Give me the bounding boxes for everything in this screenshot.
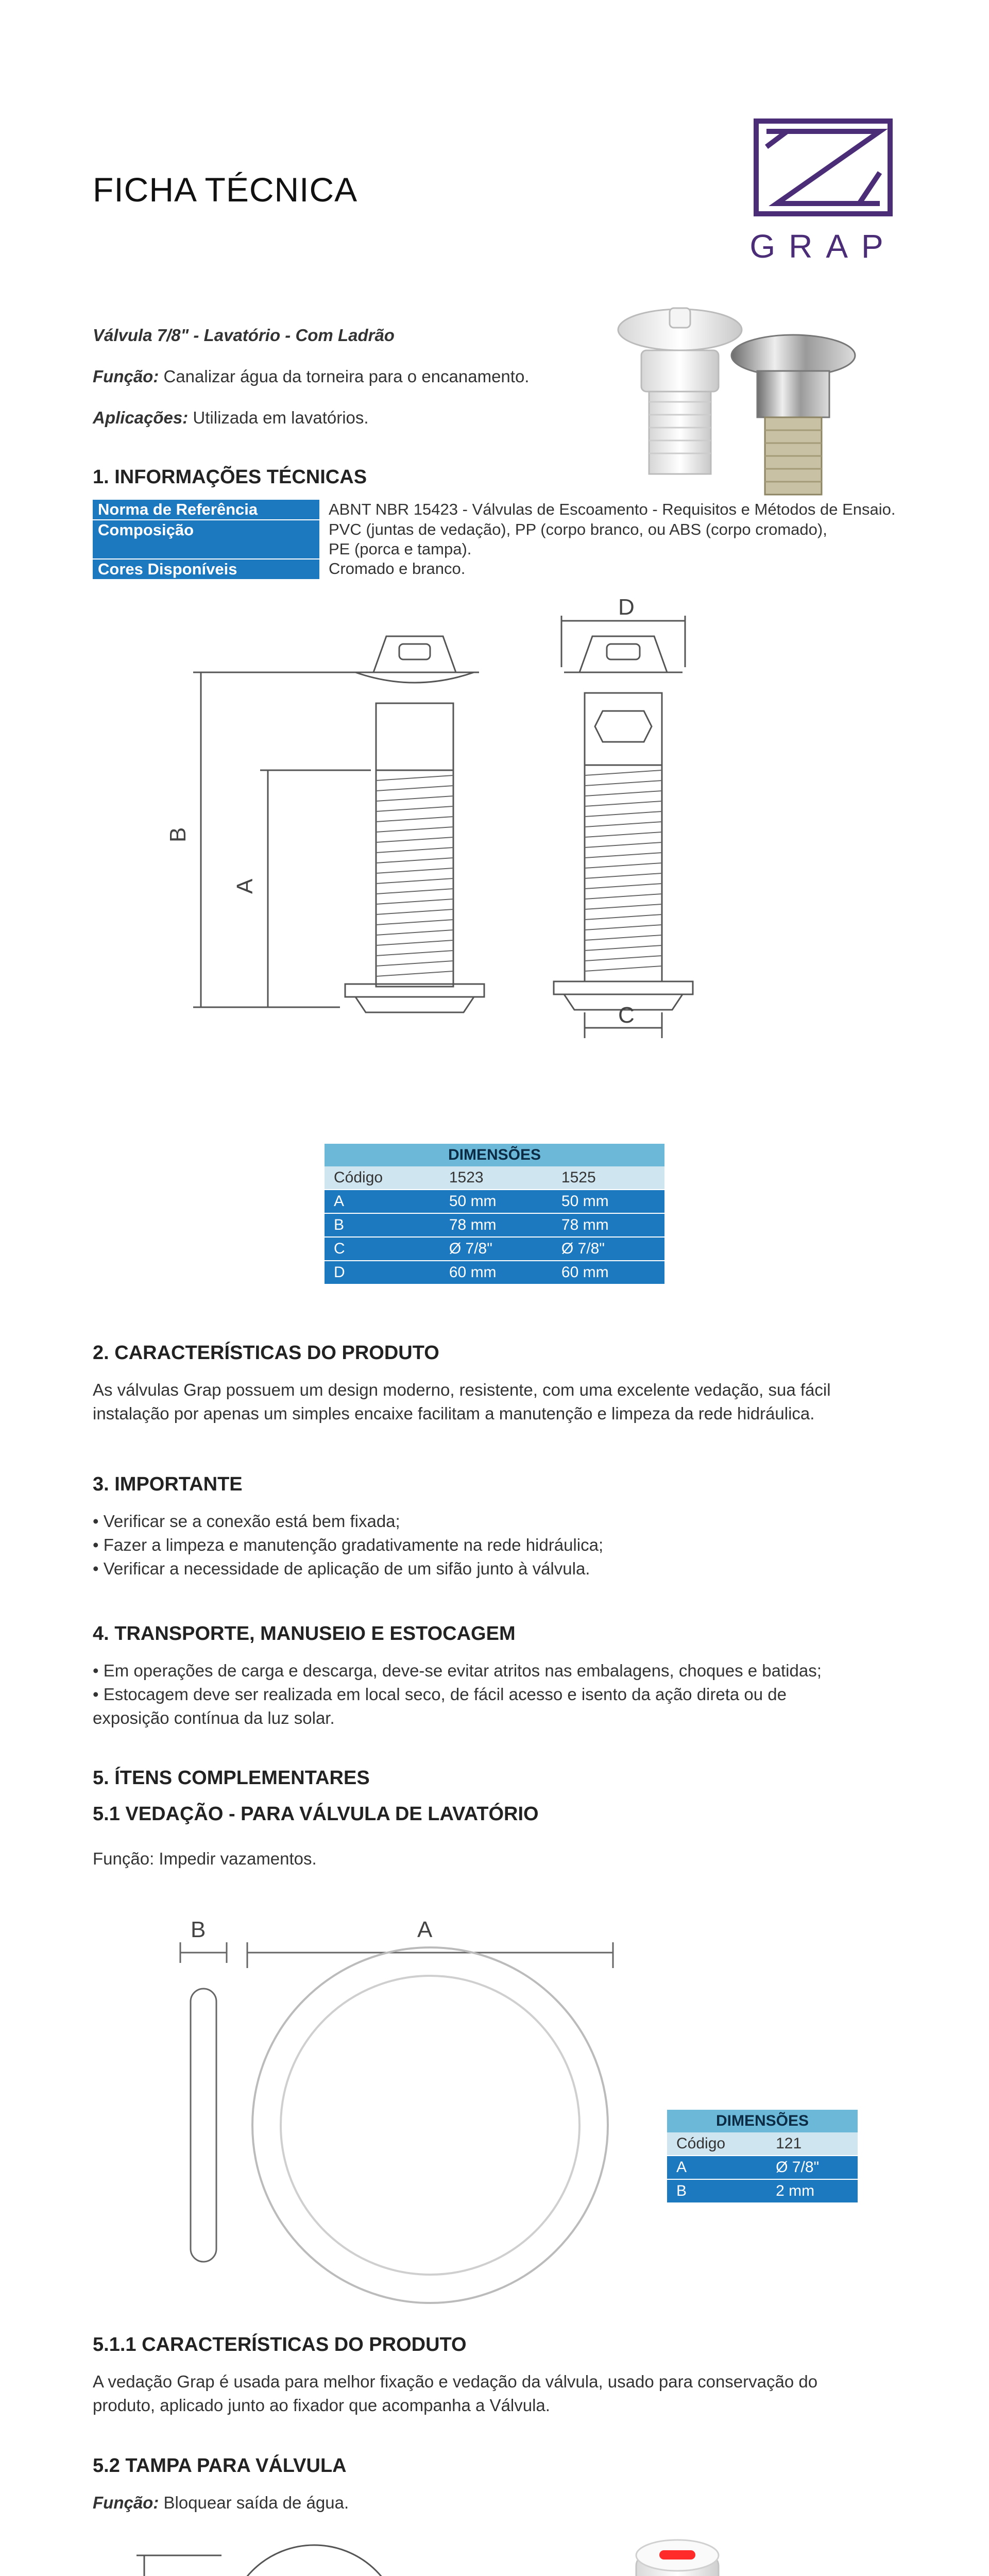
section-5-1-1-title: 5.1.1 CARACTERÍSTICAS DO PRODUTO: [93, 2334, 467, 2355]
dim-cell: Ø 7/8": [440, 1237, 552, 1261]
dim-table-1: [325, 1144, 664, 1284]
info-label: Composição: [93, 520, 319, 559]
product-name: Válvula 7/8" - Lavatório - Com Ladrão: [93, 326, 395, 345]
grap-logo-icon: [746, 111, 900, 265]
section-4-title: 4. TRANSPORTE, MANUSEIO E ESTOCAGEM: [93, 1623, 516, 1645]
section-2-body: [93, 1378, 917, 1426]
dim-table-title: DIMENSÕES: [325, 1144, 664, 1166]
dim-cell: 60 mm: [440, 1261, 552, 1284]
section-3-list: [93, 1510, 917, 1581]
dim-table-header-row: [325, 1166, 664, 1190]
section-5-1-1-body: [93, 2370, 917, 2417]
funcao-text: Canalizar água da torneira para o encanamento.: [163, 367, 530, 386]
section-5-title: 5. ÍTENS COMPLEMENTARES: [93, 1767, 370, 1789]
funcao-label: Função:: [93, 2493, 159, 2512]
dim-cell: 50 mm: [552, 1190, 664, 1213]
body-line: As válvulas Grap possuem um design moderno, resistente, com uma excelente vedação, sua fácil: [93, 1380, 831, 1399]
cap-photo-icon: [621, 2527, 734, 2576]
section-3-title: 3. IMPORTANTE: [93, 1473, 243, 1495]
list-item: exposição contínua da luz solar.: [93, 1708, 335, 1727]
dim-header-cell: 1523: [440, 1166, 552, 1190]
dim-label-a: A: [232, 878, 258, 894]
dim-table-header-row: [667, 2132, 858, 2156]
dim-table-row: [667, 2156, 858, 2179]
list-item: • Fazer a limpeza e manutenção gradativamente na rede hidráulica;: [93, 1535, 604, 1554]
section-1-title: 1. INFORMAÇÕES TÉCNICAS: [93, 466, 367, 488]
dim-cell: 50 mm: [440, 1190, 552, 1213]
dim-cell: Ø 7/8": [552, 1237, 664, 1261]
dim-header-cell: Código: [325, 1166, 440, 1190]
dim-label-d: D: [618, 595, 635, 620]
dim-cell: Ø 7/8": [766, 2156, 858, 2179]
valve-drawing-icon: [165, 595, 793, 1110]
vedacao-drawing: [170, 1906, 634, 2287]
dim-cell: 78 mm: [552, 1213, 664, 1237]
dim-cell: B: [325, 1213, 440, 1237]
valve-photo-icon: [603, 299, 891, 515]
dim-cell: A: [667, 2156, 766, 2179]
product-photo: [603, 299, 891, 515]
logo-text: GRAP: [749, 228, 897, 265]
page-title: FICHA TÉCNICA: [93, 171, 358, 209]
dim-table-row: [325, 1261, 664, 1284]
body-line: produto, aplicado junto ao fixador que acompanha a Válvula.: [93, 2396, 550, 2415]
section-5-2-title: 5.2 TAMPA PARA VÁLVULA: [93, 2455, 347, 2477]
section-5-1-title: 5.1 VEDAÇÃO - PARA VÁLVULA DE LAVATÓRIO: [93, 1803, 539, 1825]
dim-header-cell: 121: [766, 2132, 858, 2156]
info-value: [319, 520, 905, 559]
section-5-2-funcao: [93, 2491, 349, 2515]
dim-header-cell: 1525: [552, 1166, 664, 1190]
dim-table-title: DIMENSÕES: [667, 2110, 858, 2132]
tech-info-table: [93, 500, 905, 580]
list-item: • Verificar a necessidade de aplicação de um sifão junto à válvula.: [93, 1559, 590, 1578]
dim-label-b: B: [165, 827, 191, 842]
dim-cell: 78 mm: [440, 1213, 552, 1237]
info-value-line: PE (porca e tampa).: [329, 540, 472, 558]
aplicacoes-label: Aplicações:: [93, 408, 189, 427]
cap-drawing-icon: [134, 2535, 464, 2576]
tampa-photo: [621, 2527, 734, 2576]
list-item: • Em operações de carga e descarga, deve-se evitar atritos nas embalagens, choques e batidas;: [93, 1661, 822, 1680]
info-label: Norma de Referência: [93, 500, 319, 520]
dim-cell: A: [325, 1190, 440, 1213]
dim-table-row: [325, 1190, 664, 1213]
funcao-label: Função:: [93, 367, 159, 386]
list-item: • Verificar se a conexão está bem fixada;: [93, 1512, 400, 1531]
dim-cell: C: [325, 1237, 440, 1261]
aplicacoes-text: Utilizada em lavatórios.: [193, 408, 369, 427]
grap-logo: [746, 111, 900, 265]
section-5-1-funcao: Função: Impedir vazamentos.: [93, 1849, 317, 1868]
info-label: Cores Disponíveis: [93, 559, 319, 580]
dim-cell: D: [325, 1261, 440, 1284]
list-item: • Estocagem deve ser realizada em local seco, de fácil acesso e isento da ação direta ou de: [93, 1685, 787, 1704]
dim-table-row: [667, 2179, 858, 2202]
info-value-line: PVC (juntas de vedação), PP (corpo branco, ou ABS (corpo cromado),: [329, 520, 827, 538]
dim-label-a: A: [417, 1917, 433, 1942]
dim-cell: 60 mm: [552, 1261, 664, 1284]
dim-cell: B: [667, 2179, 766, 2202]
dim-table-row: [325, 1237, 664, 1261]
product-aplicacoes: [93, 406, 608, 430]
info-value: Cromado e branco.: [329, 560, 466, 578]
valve-technical-drawing: [165, 595, 793, 1110]
dim-table-51-wrapper: [667, 2110, 858, 2202]
dim-cell: 2 mm: [766, 2179, 858, 2202]
seal-ring-icon: [170, 1906, 634, 2287]
dim-label-b: B: [191, 1917, 206, 1942]
dim-header-cell: Código: [667, 2132, 766, 2156]
info-value: ABNT NBR 15423 - Válvulas de Escoamento - Requisitos e Métodos de Ensaio.: [329, 500, 896, 518]
info-row-norma: [93, 500, 905, 520]
funcao-text: Bloquear saída de água.: [163, 2493, 349, 2512]
info-row-composicao: [93, 520, 905, 559]
dim-table-51: [667, 2110, 858, 2202]
body-line: A vedação Grap é usada para melhor fixação e vedação da válvula, usado para conservação do: [93, 2372, 818, 2391]
tampa-drawing: [134, 2535, 464, 2576]
section-4-list: [93, 1659, 917, 1730]
dim-table-1-wrapper: [325, 1144, 664, 1284]
dim-label-c: C: [618, 1003, 635, 1028]
info-row-cores: [93, 559, 905, 580]
body-line: instalação por apenas um simples encaixe facilitam a manutenção e limpeza da rede hidráulica.: [93, 1404, 815, 1423]
section-2-title: 2. CARACTERÍSTICAS DO PRODUTO: [93, 1342, 439, 1364]
dim-table-row: [325, 1213, 664, 1237]
info-table-wrapper: [93, 500, 905, 580]
product-funcao: [93, 365, 608, 388]
